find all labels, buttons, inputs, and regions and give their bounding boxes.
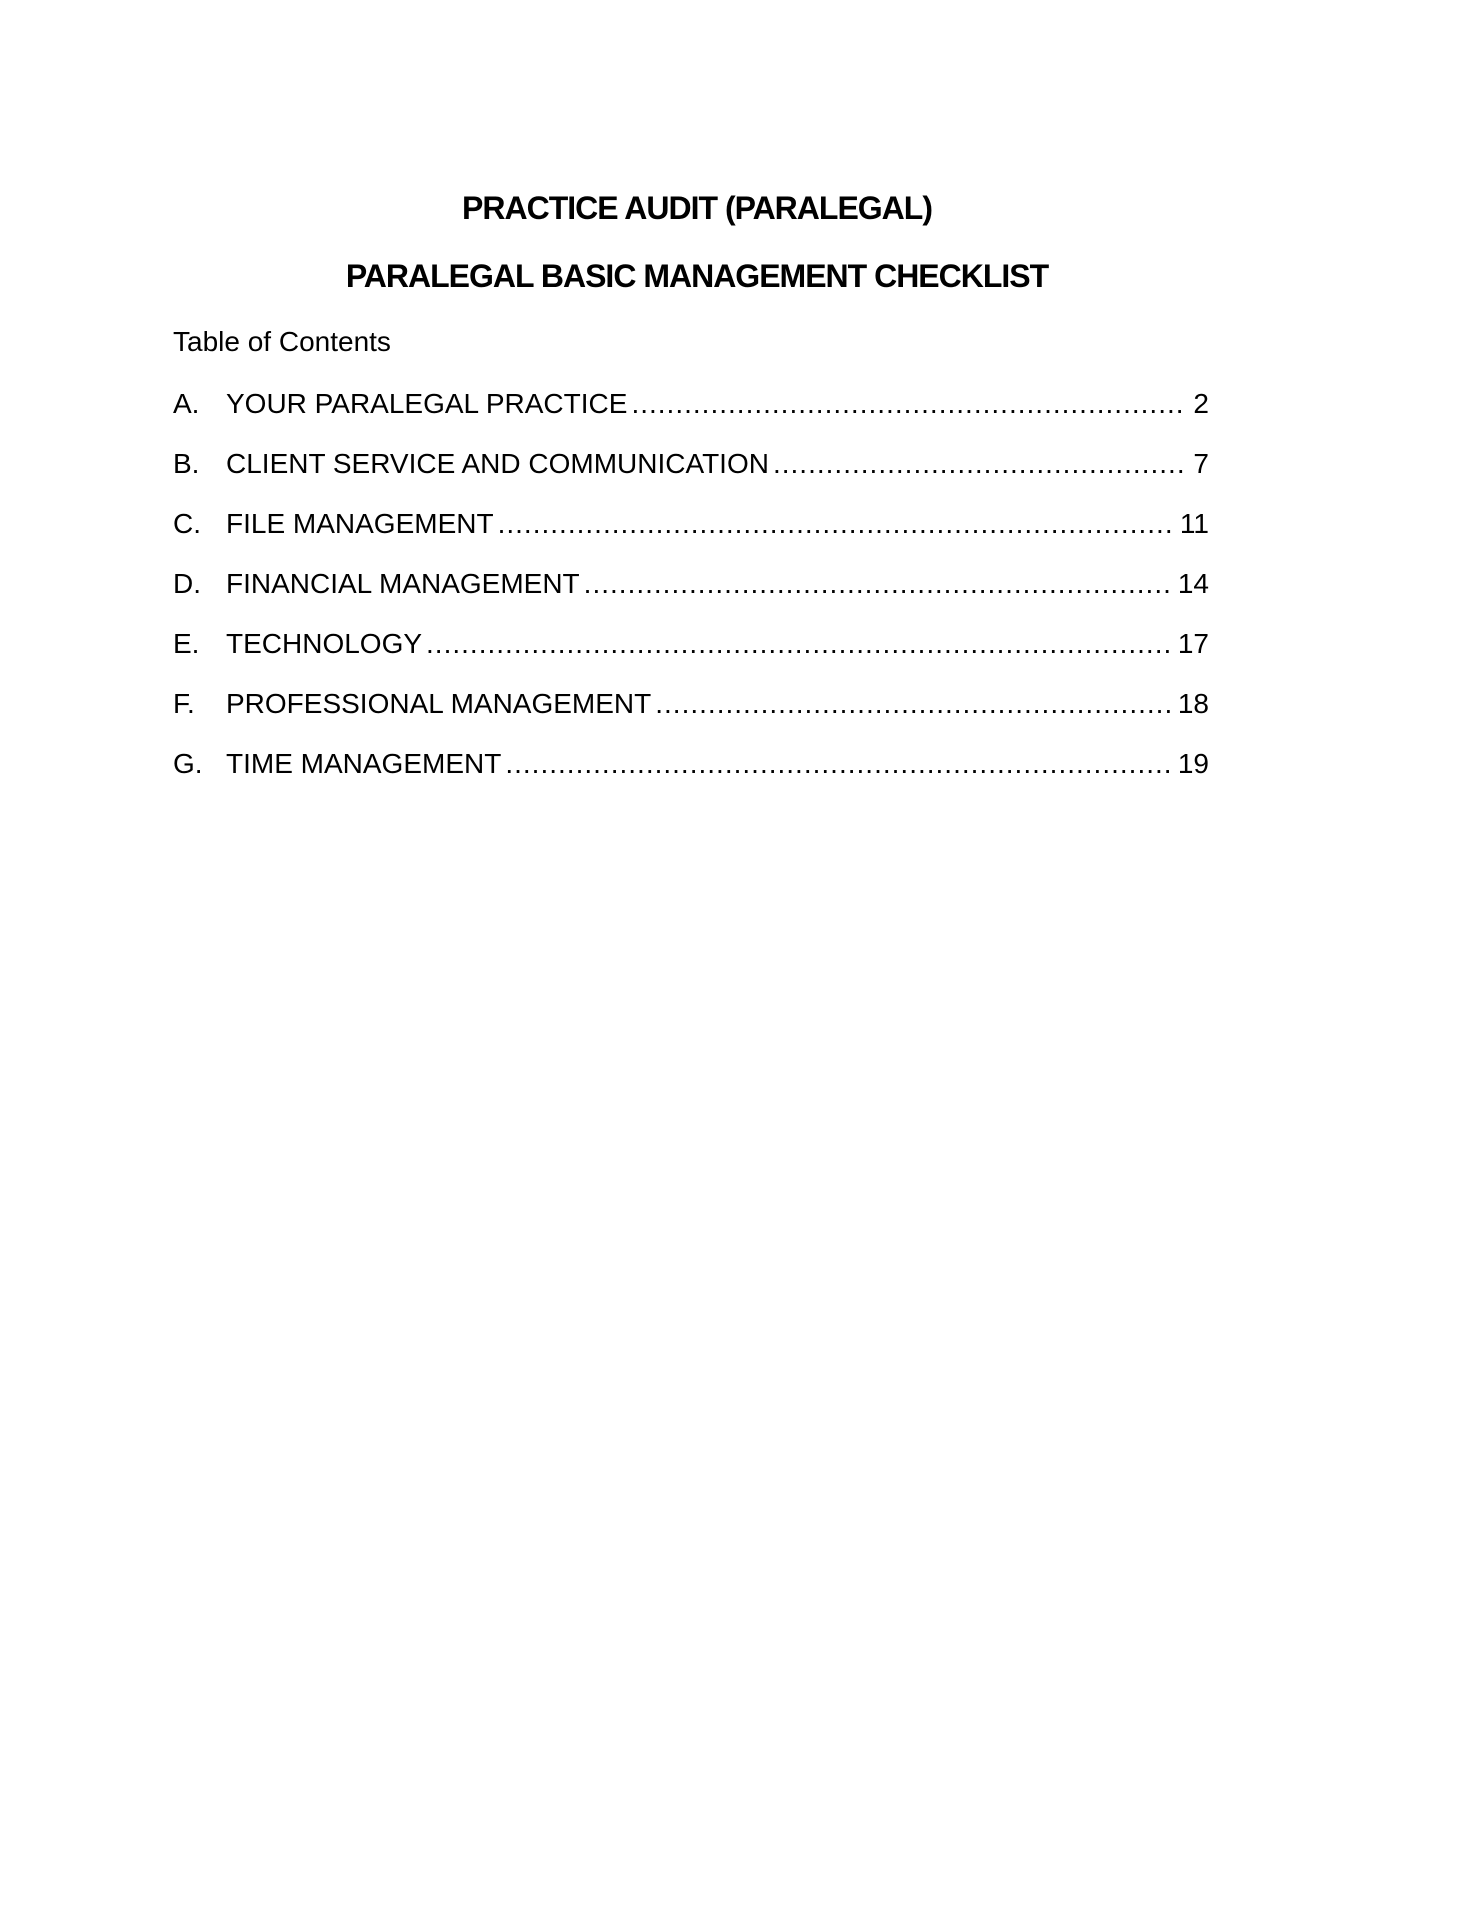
toc-dot-leader [498,506,1174,542]
toc-entry-page: 2 [1193,388,1209,419]
toc-entry-text: TECHNOLOGY [226,628,423,659]
toc-entry-text: PROFESSIONAL MANAGEMENT [226,688,652,719]
toc-entry-page: 11 [1179,508,1209,539]
toc-entry-text: FILE MANAGEMENT [226,508,494,539]
toc-entry-text: CLIENT SERVICE AND COMMUNICATION [226,448,769,479]
toc-entry-page: 19 [1177,748,1209,779]
toc-entry-a[interactable] [173,386,1209,446]
toc-entry-letter: G. [173,748,203,779]
toc-entry-letter: D. [173,568,201,599]
toc-entry-letter: C. [173,508,201,539]
toc-entry-text: YOUR PARALEGAL PRACTICE [226,388,628,419]
table-of-contents [173,386,1209,806]
document-title: PRACTICE AUDIT (PARALEGAL) [462,190,932,226]
toc-entry-g[interactable] [173,746,1209,806]
toc-entry-letter: F. [173,688,195,719]
toc-entry-b[interactable] [173,446,1209,506]
toc-dot-leader [631,386,1187,422]
toc-entry-letter: A. [173,388,200,419]
toc-entry-d[interactable] [173,566,1209,626]
toc-entry-c[interactable] [173,506,1209,566]
toc-heading: Table of Contents [173,326,391,357]
toc-dot-leader [584,566,1172,602]
toc-dot-leader [655,686,1172,722]
toc-entry-text: TIME MANAGEMENT [226,748,502,779]
toc-dot-leader [505,746,1172,782]
toc-entry-letter: B. [173,448,200,479]
toc-entry-letter: E. [173,628,200,659]
toc-entry-page: 14 [1177,568,1209,599]
document-subtitle: PARALEGAL BASIC MANAGEMENT CHECKLIST [345,258,1049,294]
toc-entry-page: 7 [1193,448,1209,479]
toc-entry-page: 17 [1177,628,1209,659]
toc-dot-leader [773,446,1187,482]
toc-entry-text: FINANCIAL MANAGEMENT [226,568,580,599]
toc-entry-f[interactable] [173,686,1209,746]
toc-dot-leader [426,626,1172,662]
toc-entry-page: 18 [1177,688,1209,719]
toc-entry-e[interactable] [173,626,1209,686]
